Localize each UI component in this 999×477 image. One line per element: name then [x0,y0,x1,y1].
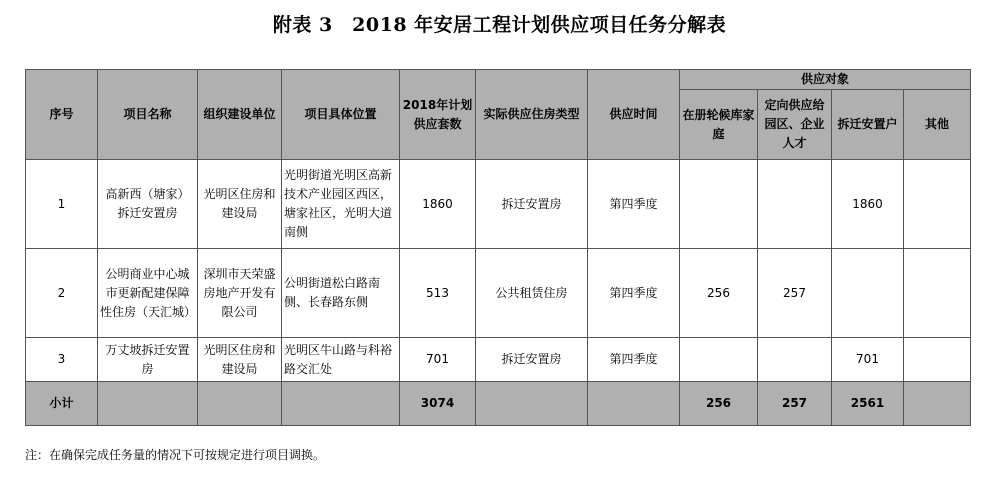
header-time: 供应时间 [588,70,680,160]
header-target-resettle: 拆迁安置户 [832,90,904,160]
cell-location: 公明街道松白路南侧、长春路东侧 [282,249,400,338]
total-row [26,382,971,426]
cell-org: 光明区住房和建设局 [198,338,282,382]
cell-name: 高新西（塘家）拆迁安置房 [98,160,198,249]
header-location: 项目具体位置 [282,70,400,160]
header-target-roster: 在册轮候库家庭 [680,90,758,160]
page-title: 附表 3 2018 年安居工程计划供应项目任务分解表 [272,14,727,36]
cell-park [758,160,832,249]
cell-location: 光明街道光明区高新技术产业园区西区，塘家社区，光明大道南侧 [282,160,400,249]
cell-type: 拆迁安置房 [476,338,588,382]
cell-type: 公共租赁住房 [476,249,588,338]
cell-name: 公明商业中心城市更新配建保障性住房（天汇城） [98,249,198,338]
cell-name: 万丈坡拆迁安置房 [98,338,198,382]
cell-other [904,160,971,249]
cell-roster [680,338,758,382]
cell-type: 拆迁安置房 [476,160,588,249]
cell-planned: 513 [400,249,476,338]
cell-empty [198,382,282,426]
header-target-other: 其他 [904,90,971,160]
cell-planned: 1860 [400,160,476,249]
cell-empty [98,382,198,426]
cell-empty [588,382,680,426]
header-name: 项目名称 [98,70,198,160]
cell-planned: 701 [400,338,476,382]
cell-org: 光明区住房和建设局 [198,160,282,249]
total-roster: 256 [680,382,758,426]
cell-time: 第四季度 [588,160,680,249]
header-row-1 [26,70,971,90]
total-park: 257 [758,382,832,426]
cell-park: 257 [758,249,832,338]
cell-resettle: 701 [832,338,904,382]
cell-location: 光明区牛山路与科裕路交汇处 [282,338,400,382]
header-target-group: 供应对象 [680,70,971,90]
cell-roster [680,160,758,249]
cell-roster: 256 [680,249,758,338]
cell-empty [476,382,588,426]
table-row [26,160,971,249]
header-target-park: 定向供应给园区、企业人才 [758,90,832,160]
cell-park [758,338,832,382]
cell-time: 第四季度 [588,338,680,382]
cell-seq: 3 [26,338,98,382]
cell-other [904,338,971,382]
task-table [25,69,971,426]
cell-seq: 1 [26,160,98,249]
cell-org: 深圳市天荣盛房地产开发有限公司 [198,249,282,338]
cell-time: 第四季度 [588,249,680,338]
cell-empty [282,382,400,426]
cell-resettle [832,249,904,338]
header-type: 实际供应住房类型 [476,70,588,160]
header-seq: 序号 [26,70,98,160]
header-org: 组织建设单位 [198,70,282,160]
table-row [26,338,971,382]
footnote: 注：在确保完成任务量的情况下可按规定进行项目调换。 [25,448,326,462]
total-label: 小计 [26,382,98,426]
header-planned: 2018年计划供应套数 [400,70,476,160]
cell-resettle: 1860 [832,160,904,249]
table-row [26,249,971,338]
total-planned: 3074 [400,382,476,426]
cell-seq: 2 [26,249,98,338]
cell-other [904,249,971,338]
total-other [904,382,971,426]
total-resettle: 2561 [832,382,904,426]
